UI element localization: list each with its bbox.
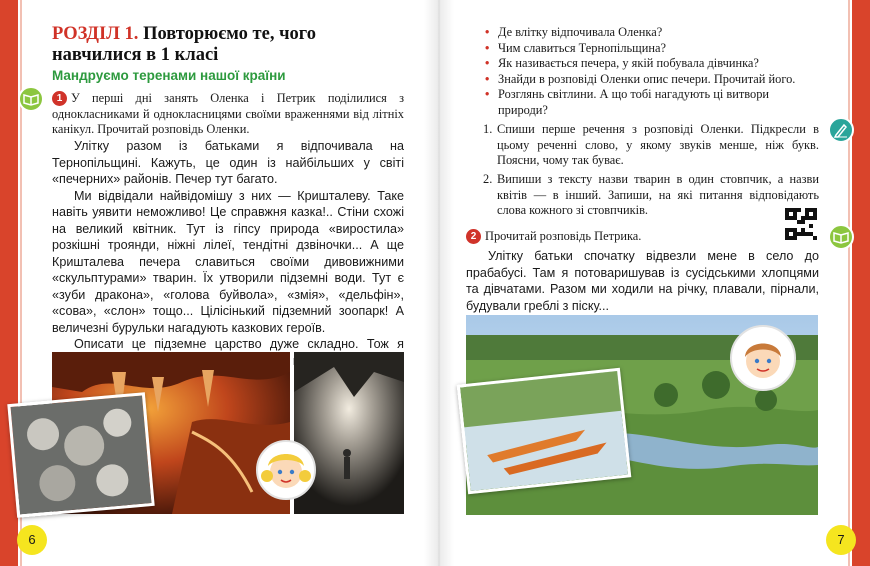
task-read-text: Прочитай розповідь Петрика.	[485, 229, 642, 243]
question-item: • Знайди в розповіді Оленки опис печери. Прочитай його.	[485, 72, 819, 88]
book-spine	[424, 0, 454, 566]
reading-book-icon	[828, 224, 854, 250]
questions-list	[485, 25, 819, 119]
boats-photo	[457, 368, 632, 495]
question-item: • Як називається печера, у якій побувала дівчинка?	[485, 56, 819, 72]
story-paragraph-2: Ми відвідали найвідомішу з них — Кришталеву. Таке навіть уявити неможливо! Це справжня казка!.. Стіни схожі на великий квітник. Тут із гіпсу природа «виростила» розкішні троянди, ніжні лілеї, тендітні дзвіночки... А ще Кришталева печера славиться своїми дивовижними «скульптурами» тварин. Їх утворили підземні води. Тут є «зуби дракона», «голова буйвола», «змія», «дельфін», «сова», «слон» тощо... Цілісінький підземний зоопарк! А величезні бурульки нагадують казкових героїв.	[52, 188, 404, 335]
gypsum-flowers-photo	[7, 392, 154, 518]
task-1-text: Спиши перше речення з розповіді Оленки. Підкресли в цьому реченні слово, у якому звуків менше, ніж букв. Поясни, чому так буває.	[497, 122, 819, 168]
task-number: 2.	[483, 172, 493, 186]
right-task-2	[483, 172, 819, 219]
writing-pen-icon	[828, 117, 854, 143]
olenka-avatar	[256, 440, 316, 500]
section-title: РОЗДІЛ 1. Повторюємо те, чого навчилися в 1 класі	[52, 24, 316, 65]
reading-book-icon	[18, 86, 44, 112]
olenka-story	[52, 138, 404, 369]
story-paragraph-1: Улітку разом із батьками я відпочивала на Тернопільщині. Кажуть, це один із найбільших у світі «печерних» районів. Печер тут багато.	[52, 139, 404, 186]
task-number: 1.	[483, 122, 493, 136]
right-edge-line	[848, 0, 850, 566]
petryk-story-text: Улітку батьки спочатку відвезли мене в село до прабабусі. Там я потоваришував із сусідськими хлопцями та дівчатами. Разом ми ходили на річку, плавали, пірнали, будували греблі з піску...	[466, 249, 819, 313]
task-1-instructions: У перші дні занять Оленка і Петрик поділилися з однокласниками й однокласницями своїми враженнями від літніх канікул. Прочитай розповідь Оленки.	[52, 91, 404, 137]
question-item: • Чим славиться Тернопільщина?	[485, 41, 819, 57]
task-number-badge: 1	[52, 91, 67, 106]
left-task-1	[52, 91, 404, 138]
right-task-1	[483, 122, 819, 169]
petryk-story	[466, 248, 819, 314]
task-2-text: Випиши з тексту назви тварин в один стовпчик, а назви квітів — в інший. Запиши, на які питання відповідають слова кожного зі стовпчиків.	[497, 172, 819, 218]
task-number-badge: 2	[466, 229, 481, 244]
petryk-avatar	[730, 325, 796, 391]
question-item: • Де влітку відпочивала Оленка?	[485, 25, 819, 41]
story-paragraph-3: Описати це підземне царство дуже складно. Тож я	[74, 337, 404, 351]
question-item: • Розглянь світлини. А що тобі нагадують ці витвори природи?	[485, 87, 819, 118]
page-number-right: 7	[826, 525, 856, 555]
right-task-read	[466, 229, 819, 245]
right-page-edge	[852, 0, 870, 566]
page-number-left: 6	[17, 525, 47, 555]
section-subtitle: Мандруємо теренами нашої країни	[52, 68, 286, 83]
